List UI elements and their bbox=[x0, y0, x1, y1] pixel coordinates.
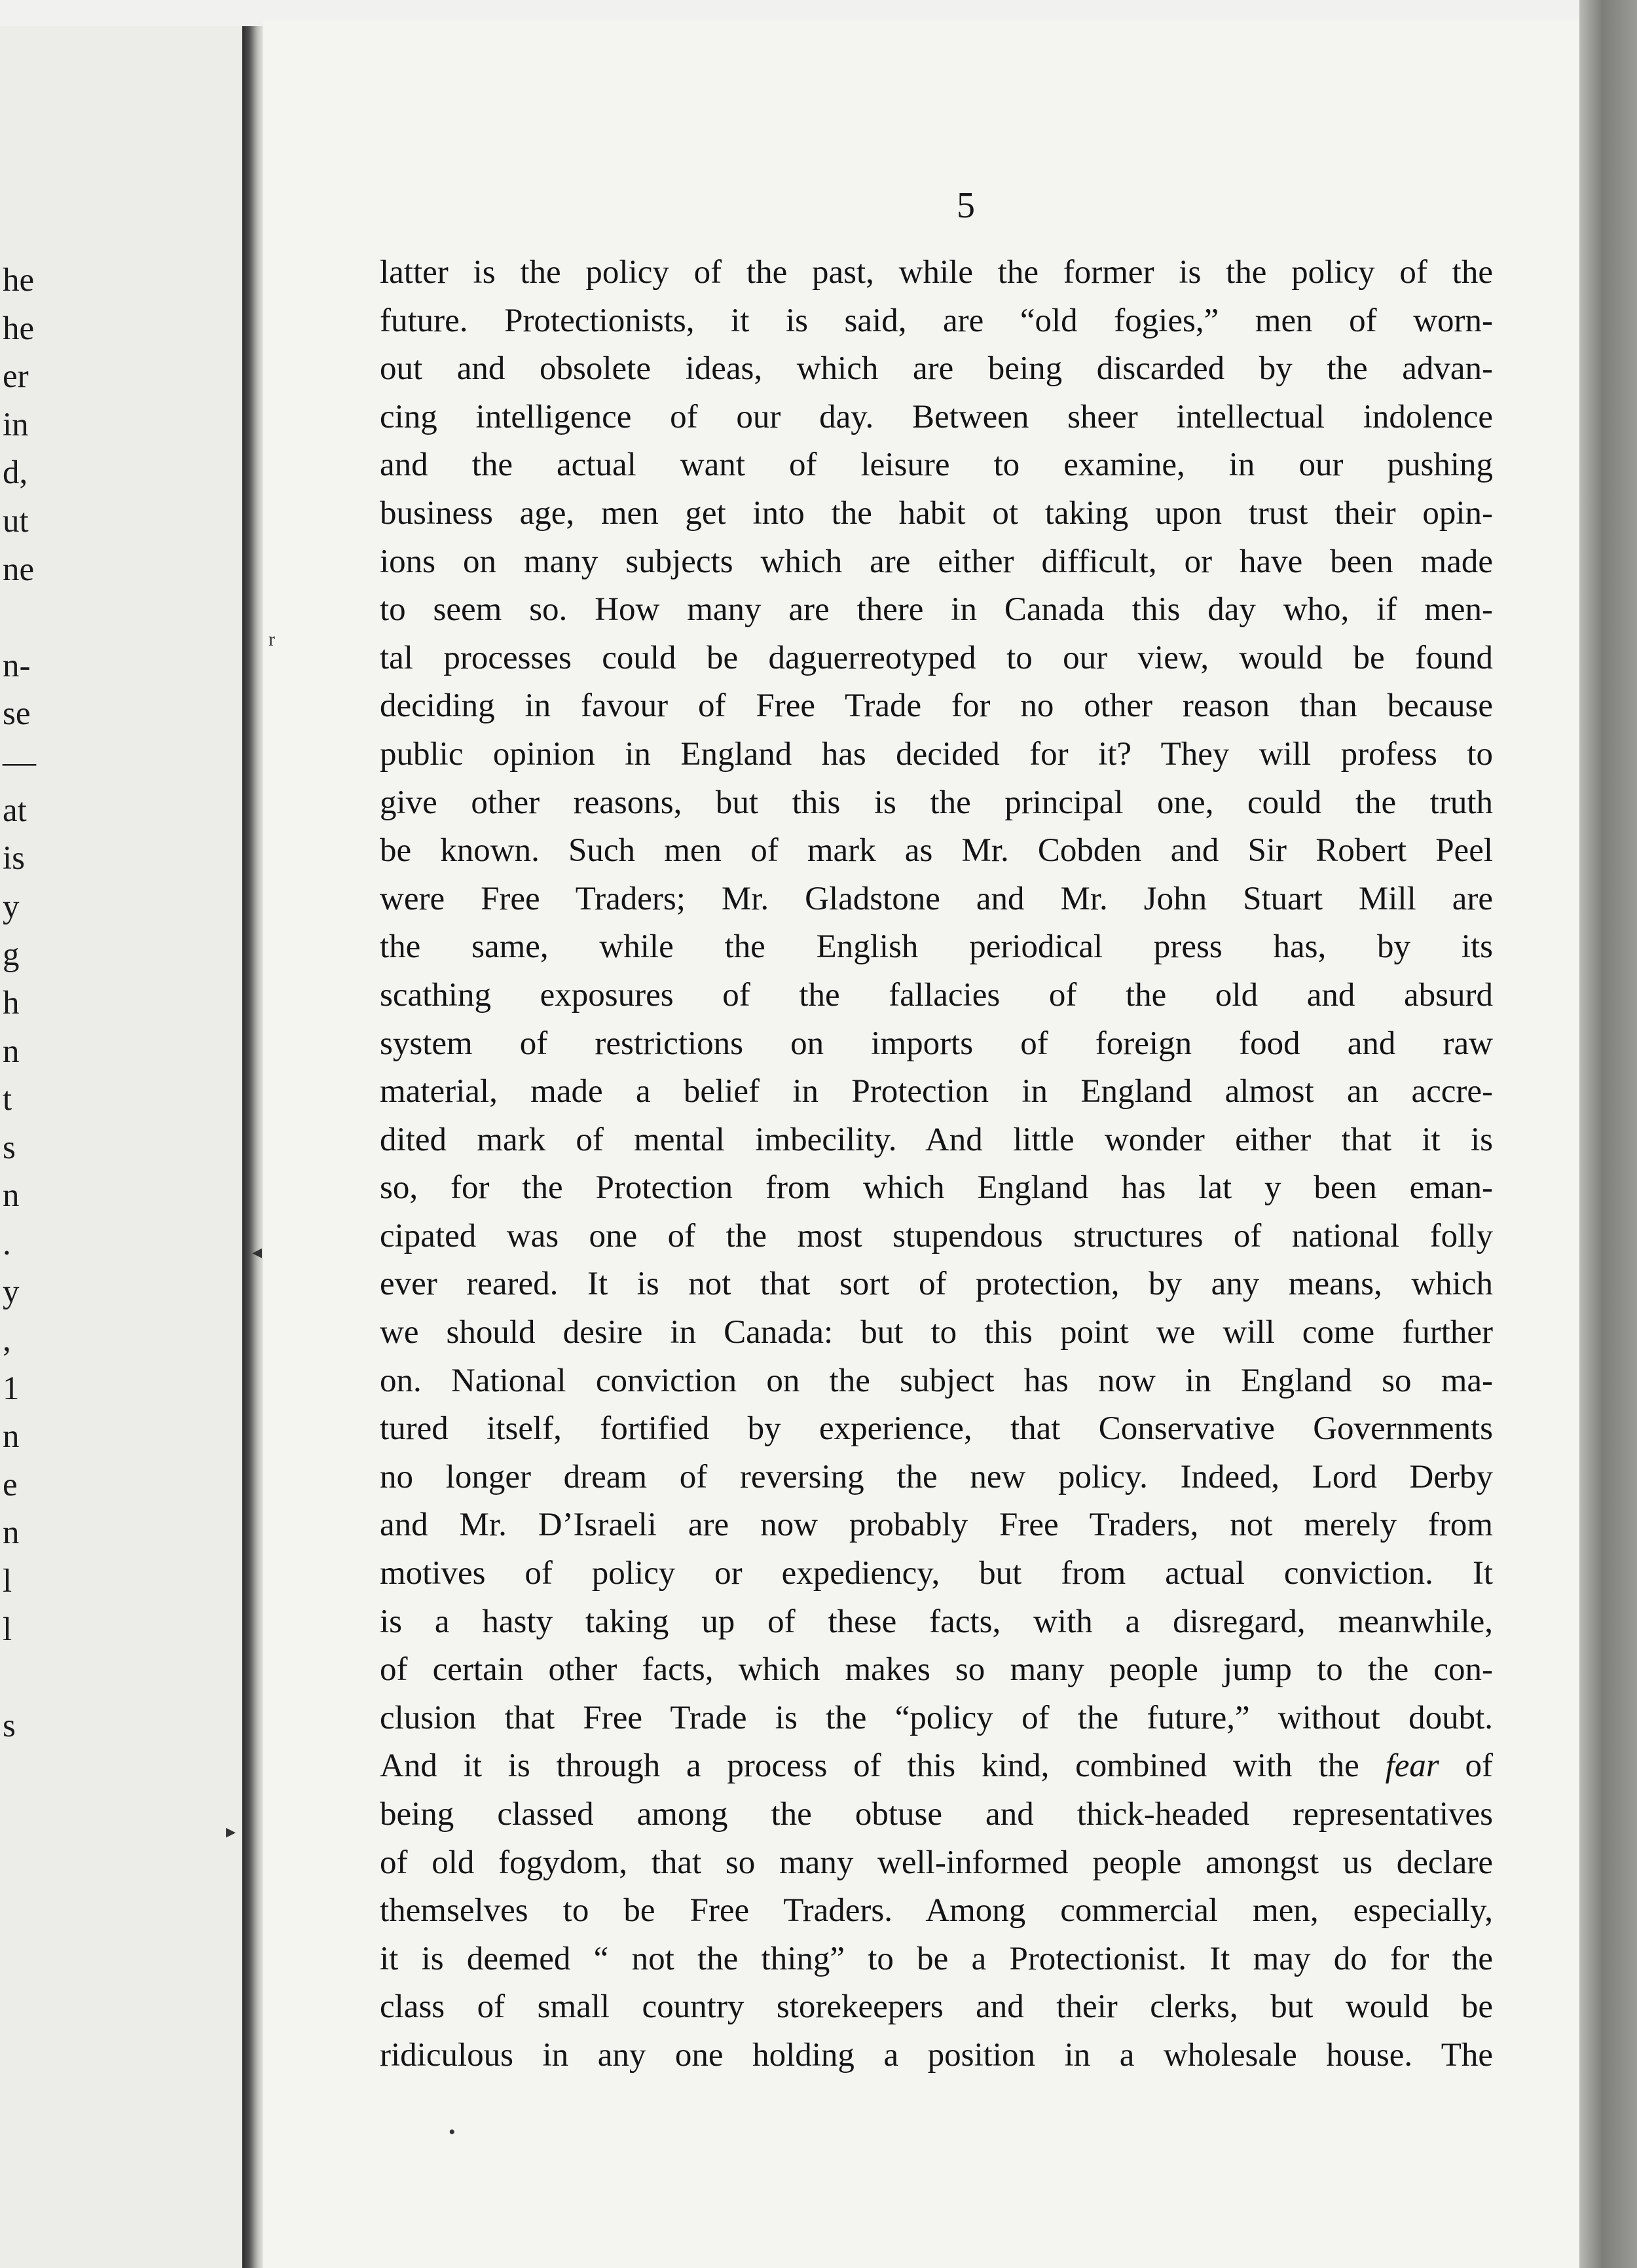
left-page-fragment: se bbox=[3, 695, 31, 733]
left-page-fragment: at bbox=[3, 792, 27, 829]
text-line: give other reasons, but this is the principal one, could the truth bbox=[380, 784, 1493, 821]
text-line: were Free Traders; Mr. Gladstone and Mr. John Stuart Mill are bbox=[380, 880, 1493, 917]
left-page-fragment: ut bbox=[3, 502, 29, 540]
left-page-fragment: , bbox=[3, 1322, 11, 1359]
page-edge-shadow bbox=[1579, 0, 1637, 2268]
left-page-fragment: s bbox=[3, 1707, 16, 1744]
text-line: we should desire in Canada: but to this point we will come further bbox=[380, 1314, 1493, 1351]
text-line: deciding in favour of Free Trade for no other reason than because bbox=[380, 687, 1493, 725]
margin-mark: ▸ bbox=[226, 1821, 236, 1842]
left-page-fragment: n bbox=[3, 1033, 20, 1070]
text-line: scathing exposures of the fallacies of the old and absurd bbox=[380, 976, 1493, 1014]
left-page-fragment: e bbox=[3, 1466, 18, 1503]
text-line: ridiculous in any one holding a position in a wholesale house. The bbox=[380, 2036, 1493, 2074]
page-number: 5 bbox=[957, 185, 975, 226]
text-line: it is deemed “ not the thing” to be a Protectionist. It may do for the bbox=[380, 1940, 1493, 1977]
text-line: cipated was one of the most stupendous structures of national folly bbox=[380, 1217, 1493, 1254]
left-page-fragment: h bbox=[3, 984, 20, 1021]
text-line: ever reared. It is not that sort of protection, by any means, which bbox=[380, 1266, 1493, 1303]
left-page-fragment bbox=[0, 1654, 223, 1702]
text-line: latter is the policy of the past, while the former is the policy of the bbox=[380, 254, 1493, 291]
left-page-fragment: l bbox=[3, 1611, 12, 1648]
left-page-fragment: he bbox=[3, 310, 35, 347]
text-line: be known. Such men of mark as Mr. Cobden and Sir Robert Peel bbox=[380, 832, 1493, 869]
left-page-fragment: in bbox=[3, 406, 29, 443]
text-line: clusion that Free Trade is the “policy of the future,” without doubt. bbox=[380, 1699, 1493, 1736]
left-page-fragment: he bbox=[3, 262, 35, 299]
left-page-fragment: t bbox=[3, 1081, 12, 1118]
left-page-fragment: s bbox=[3, 1129, 16, 1166]
italic-word: fear bbox=[1385, 1747, 1439, 1785]
text-line: And it is through a process of this kind, combined with the fear of bbox=[380, 1747, 1493, 1785]
margin-mark: r bbox=[268, 629, 275, 650]
page-body-text bbox=[380, 249, 1493, 2080]
text-line: out and obsolete ideas, which are being discarded by the advan- bbox=[380, 350, 1493, 388]
text-line: so, for the Protection from which England has lat y been eman- bbox=[380, 1169, 1493, 1207]
text-line: public opinion in England has decided for it? They will profess to bbox=[380, 735, 1493, 773]
left-page-fragment: n- bbox=[3, 647, 31, 684]
text-line: material, made a belief in Protection in England almost an accre- bbox=[380, 1073, 1493, 1110]
text-line: to seem so. How many are there in Canada this day who, if men- bbox=[380, 591, 1493, 629]
text-line: the same, while the English periodical press has, by its bbox=[380, 928, 1493, 966]
text-line: being classed among the obtuse and thick-headed representatives bbox=[380, 1796, 1493, 1833]
left-page-fragment: y bbox=[3, 1273, 20, 1311]
left-page-edge bbox=[0, 26, 242, 2268]
text-line: tal processes could be daguerreotyped to our view, would be found bbox=[380, 639, 1493, 676]
margin-mark: • bbox=[449, 2121, 456, 2143]
text-line: cing intelligence of our day. Between sheer intellectual indolence bbox=[380, 398, 1493, 435]
text-line: is a hasty taking up of these facts, with a disregard, meanwhile, bbox=[380, 1603, 1493, 1640]
left-page-fragment: n bbox=[3, 1514, 20, 1552]
text-line: themselves to be Free Traders. Among commercial men, especially, bbox=[380, 1892, 1493, 1930]
text-line: ions on many subjects which are either difficult, or have been made bbox=[380, 543, 1493, 580]
left-page-fragment: n bbox=[3, 1177, 20, 1215]
left-page-fragment bbox=[0, 594, 223, 642]
text-line: on. National conviction on the subject has now in England so ma- bbox=[380, 1362, 1493, 1399]
text-line: of old fogydom, that so many well-informed people amongst us declare bbox=[380, 1844, 1493, 1881]
text-line: motives of policy or expediency, but from actual conviction. It bbox=[380, 1555, 1493, 1592]
left-page-fragment: — bbox=[3, 743, 36, 780]
text-line: system of restrictions on imports of foreign food and raw bbox=[380, 1025, 1493, 1062]
left-page-fragment: . bbox=[3, 1225, 11, 1262]
left-page-fragment: er bbox=[3, 358, 29, 395]
book-gutter bbox=[242, 26, 263, 2268]
left-page-fragment: is bbox=[3, 840, 26, 877]
text-line: dited mark of mental imbecility. And little wonder either that it is bbox=[380, 1121, 1493, 1158]
left-page-text-fragments bbox=[0, 257, 223, 1750]
margin-mark: ◂ bbox=[252, 1241, 263, 1263]
left-page-fragment: y bbox=[3, 888, 20, 925]
left-page-fragment: l bbox=[3, 1563, 12, 1600]
text-line: and the actual want of leisure to examine, in our pushing bbox=[380, 447, 1493, 484]
text-line: future. Protectionists, it is said, are “old fogies,” men of worn- bbox=[380, 302, 1493, 339]
left-page-fragment: 1 bbox=[3, 1370, 20, 1407]
text-line: and Mr. D’Israeli are now probably Free Traders, not merely from bbox=[380, 1507, 1493, 1544]
left-page-fragment: d, bbox=[3, 454, 28, 492]
text-line: of certain other facts, which makes so many people jump to the con- bbox=[380, 1651, 1493, 1689]
left-page-fragment: ne bbox=[3, 551, 35, 588]
text-line: no longer dream of reversing the new policy. Indeed, Lord Derby bbox=[380, 1458, 1493, 1495]
left-page-fragment: n bbox=[3, 1418, 20, 1455]
left-page-fragment: g bbox=[3, 936, 20, 974]
text-line: business age, men get into the habit ot taking upon trust their opin- bbox=[380, 494, 1493, 532]
text-line: class of small country storekeepers and their clerks, but would be bbox=[380, 1988, 1493, 2026]
text-line: tured itself, fortified by experience, that Conservative Governments bbox=[380, 1410, 1493, 1448]
